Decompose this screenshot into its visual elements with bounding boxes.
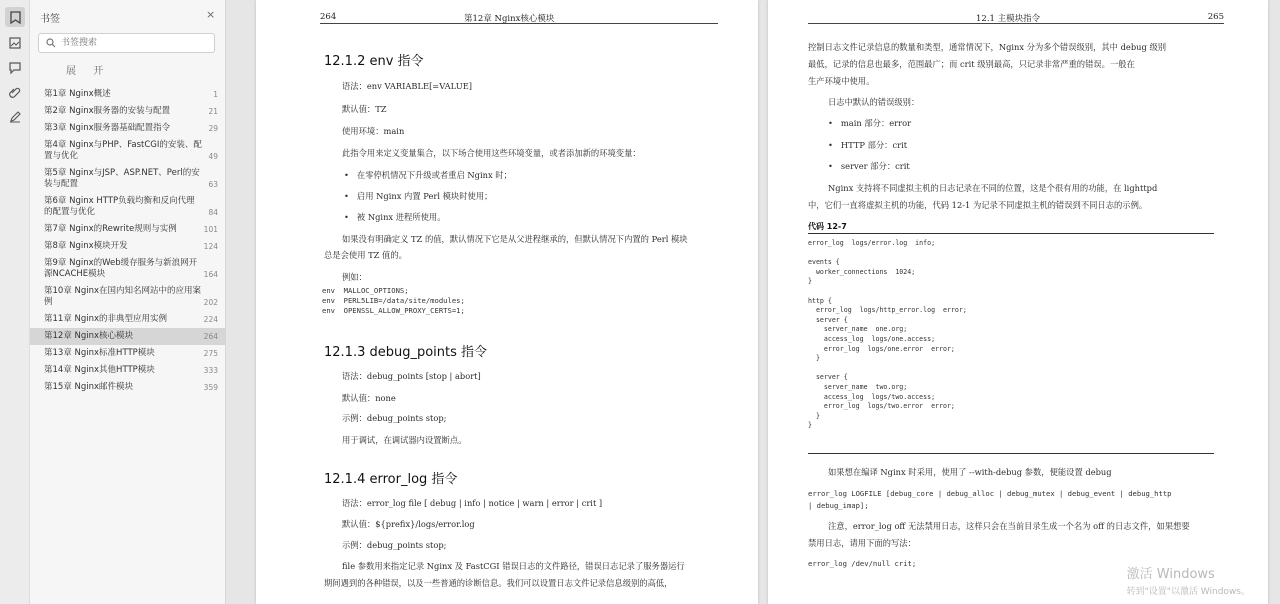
code-block-12-7: error_log logs/error.log info; events { worker_connections 1024; } http { error_log logs/http_error.log error; server { server_name one.org; access_log logs/one.access; error_log logs/one.error error; } server { server_name two.org; access_log logs/two.access; error_log logs/two.error error; } }: [808, 239, 967, 430]
bookmark-item-label: 第3章 Nginx服务器基础配置指令: [44, 123, 171, 133]
bookmark-list: [30, 86, 226, 396]
error-log-cont-1: 控制日志文件记录信息的数量和类型，通常情况下，Nginx 分为多个错误级别，其中 debug 级别: [808, 42, 1167, 52]
code-caption: 代码 12-7: [808, 222, 847, 231]
bookmark-item[interactable]: [30, 345, 226, 362]
bookmark-sidebar: [30, 0, 226, 604]
env-note-cont: 总是会使用 TZ 值的。: [324, 250, 407, 260]
bookmark-item[interactable]: [30, 362, 226, 379]
env-bullet-2: • 启用 Nginx 内置 Perl 模块时使用；: [344, 191, 492, 202]
debug-description: 用于调试，在调试器内设置断点。: [342, 435, 467, 445]
level-bullet-http: • HTTP 部分：crit: [828, 140, 907, 151]
bookmark-item-label: 第7章 Nginx的Rewrite规则与实例: [44, 224, 177, 234]
debug-syntax: 语法：debug_points [stop | abort]: [342, 371, 481, 381]
error-log-cont-3: 生产环境中使用。: [808, 76, 875, 86]
bookmark-item-label: 第12章 Nginx核心模块: [44, 331, 134, 341]
bookmark-item-page: 202: [203, 298, 218, 307]
comment-icon: [9, 62, 21, 74]
close-icon[interactable]: ×: [206, 8, 216, 21]
vhost-paragraph-1: Nginx 支持将不同虚拟主机的日志记录在不同的位置，这是个很有用的功能，在 lighttpd: [828, 183, 1158, 193]
error-log-desc-1: file 参数用来指定记录 Nginx 及 FastCGI 错误日志的文件路径，错误日志记录了服务器运行: [342, 561, 685, 571]
bookmark-item-label: 第13章 Nginx标准HTTP模块: [44, 348, 155, 358]
bookmark-item-label: 第5章 Nginx与JSP、ASP.NET、Perl的安装与配置: [44, 168, 200, 189]
env-example-label: 例如：: [342, 272, 367, 282]
bookmark-item-label: 第9章 Nginx的Web缓存服务与新浪网开源NCACHE模块: [44, 258, 198, 279]
bookmark-item-page: 264: [203, 332, 218, 341]
bookmark-item[interactable]: [30, 193, 226, 221]
code-top-rule: [808, 233, 1214, 234]
bookmark-search-input[interactable]: [61, 36, 211, 50]
bookmark-item[interactable]: [30, 255, 226, 283]
bookmark-item[interactable]: [30, 86, 226, 103]
bookmark-item-label: 第1章 Nginx概述: [44, 89, 111, 99]
paperclip-icon: [9, 86, 21, 98]
search-icon: [46, 38, 56, 48]
section-title: 12.1 主模块指令: [976, 14, 1041, 24]
bookmark-item[interactable]: [30, 165, 226, 193]
bookmark-item-page: 164: [203, 270, 218, 279]
env-context: 使用环境：main: [342, 126, 405, 136]
bookmark-item-label: 第14章 Nginx其他HTTP模块: [44, 365, 155, 375]
bookmark-item-page: 63: [208, 180, 218, 189]
collapse-all-button[interactable]: 开: [93, 66, 108, 77]
vhost-paragraph-2: 中，它们一直将虚拟主机的功能，代码 12-1 为记录不同虚拟主机的错误到不同日志的示例。: [808, 200, 1148, 210]
bookmark-search-box[interactable]: [38, 33, 215, 53]
debug-syntax-line-2: | debug_imap];: [808, 501, 869, 510]
debug-build-note: 如果想在编译 Nginx 时采用，使用了 --with-debug 参数，便能设置 debug: [828, 467, 1112, 477]
left-tool-rail: [0, 0, 30, 604]
code-bottom-rule: [808, 453, 1214, 454]
running-header: [320, 12, 718, 24]
error-log-off-note-2: 禁用日志，请用下面的写法：: [808, 538, 916, 548]
bookmark-item[interactable]: [30, 283, 226, 311]
env-syntax: 语法：env VARIABLE[=VALUE]: [342, 81, 473, 91]
page-number-right: 265: [1207, 12, 1224, 22]
env-description: 此指令用来定义变量集合，以下场合使用这些环境变量，或者添加新的环境变量：: [342, 148, 641, 158]
debug-example: 示例：debug_points stop;: [342, 413, 447, 423]
running-header-right: [808, 12, 1224, 24]
bookmark-item-page: 21: [208, 107, 218, 116]
error-log-desc-2: 期间遇到的各种错误，以及一些普通的诊断信息。我们可以设置日志文件记录信息级别的高低，: [324, 578, 673, 588]
bookmark-item[interactable]: [30, 137, 226, 165]
attachment-tool-button[interactable]: [5, 82, 25, 102]
expand-all-button[interactable]: 展: [66, 66, 80, 77]
expand-collapse-row: [66, 62, 113, 77]
bookmark-item-label: 第11章 Nginx的非典型应用实例: [44, 314, 168, 324]
bookmark-item[interactable]: [30, 328, 226, 345]
level-bullet-server: • server 部分：crit: [828, 161, 910, 172]
error-log-cont-2: 最低，记录的信息也最多，范围最广；而 crit 级别最高，只记录非常严重的错误。一般在: [808, 59, 1135, 69]
bookmark-item-page: 275: [203, 349, 218, 358]
signature-tool-button[interactable]: [5, 107, 25, 127]
bookmark-item-page: 224: [203, 315, 218, 324]
bookmark-item-label: 第6章 Nginx HTTP负载均衡和反向代理的配置与优化: [44, 196, 195, 217]
bookmark-item-page: 29: [208, 124, 218, 133]
bookmark-item-label: 第2章 Nginx服务器的安装与配置: [44, 106, 171, 116]
bookmark-item[interactable]: [30, 103, 226, 120]
bookmark-item[interactable]: [30, 238, 226, 255]
windows-activation-watermark: [1127, 563, 1250, 597]
page-number: 264: [320, 12, 337, 22]
bookmark-item-page: 101: [203, 225, 218, 234]
bookmark-item-page: 49: [208, 152, 218, 161]
section-heading-error-log: 12.1.4 error_log 指令: [324, 472, 458, 487]
bookmark-tool-button[interactable]: [5, 7, 25, 27]
chapter-title: 第12章 Nginx核心模块: [464, 14, 555, 24]
comment-tool-button[interactable]: [5, 58, 25, 78]
error-log-default: 默认值：${prefix}/logs/error.log: [342, 519, 475, 529]
watermark-line-1: 激活 Windows: [1126, 567, 1215, 582]
document-page-right: [768, 0, 1268, 604]
bookmark-item[interactable]: [30, 311, 226, 328]
bookmark-item-page: 359: [203, 383, 218, 392]
bookmark-item-label: 第10章 Nginx在国内知名网站中的应用案例: [44, 286, 202, 307]
bookmark-item-label: 第8章 Nginx模块开发: [44, 241, 128, 251]
bookmark-item[interactable]: [30, 221, 226, 238]
env-default: 默认值：TZ: [342, 104, 387, 114]
env-bullet-1: • 在零停机情况下升级或者重启 Nginx 时；: [344, 170, 512, 181]
env-bullet-3: • 被 Nginx 进程所使用。: [344, 212, 446, 223]
error-log-syntax: 语法：error_log file [ debug | info | notice | warn | error | crit ]: [342, 498, 603, 508]
bookmark-item[interactable]: [30, 120, 226, 137]
level-bullet-main: • main 部分：error: [828, 118, 911, 129]
bookmark-item-page: 84: [208, 208, 218, 217]
document-page-left: [256, 0, 758, 604]
error-log-example: 示例：debug_points stop;: [342, 540, 447, 550]
thumbnail-tool-button[interactable]: [5, 33, 25, 53]
watermark-line-2: 转到"设置"以激活 Windows。: [1126, 587, 1250, 597]
bookmark-item-page: 1: [213, 90, 218, 99]
document-viewer[interactable]: [226, 0, 1280, 604]
env-code-block: env MALLOC_OPTIONS; env PERL5LIB=/data/site/modules; env OPENSSL_ALLOW_PROXY_CERTS=1;: [322, 286, 465, 316]
bookmark-item-page: 333: [203, 366, 218, 375]
bookmark-item-page: 124: [203, 242, 218, 251]
bookmark-item-label: 第4章 Nginx与PHP、FastCGI的安装、配置与优化: [44, 140, 202, 161]
default-level-label: 日志中默认的错误级别：: [828, 97, 920, 107]
section-heading-debug-points: 12.1.3 debug_points 指令: [324, 345, 488, 360]
debug-syntax-line-1: error_log LOGFILE [debug_core | debug_alloc | debug_mutex | debug_event | debug_http: [808, 489, 1172, 498]
debug-default: 默认值：none: [342, 393, 396, 403]
bookmark-icon: [10, 11, 21, 24]
devnull-example: error_log /dev/null crit;: [808, 559, 917, 568]
error-log-off-note-1: 注意，error_log off 无法禁用日志，这样只会在当前目录生成一个名为 off 的日志文件，如果想要: [828, 521, 1190, 531]
image-icon: [9, 37, 21, 49]
sidebar-title: 书签: [40, 14, 60, 25]
bookmark-item[interactable]: [30, 379, 226, 396]
bookmark-item-label: 第15章 Nginx邮件模块: [44, 382, 134, 392]
section-heading-env: 12.1.2 env 指令: [324, 54, 424, 69]
pen-icon: [9, 111, 21, 123]
env-note: 如果没有明确定义 TZ 的值，默认情况下它是从父进程继承的，但默认情况下内置的 Perl 模块: [342, 234, 688, 244]
